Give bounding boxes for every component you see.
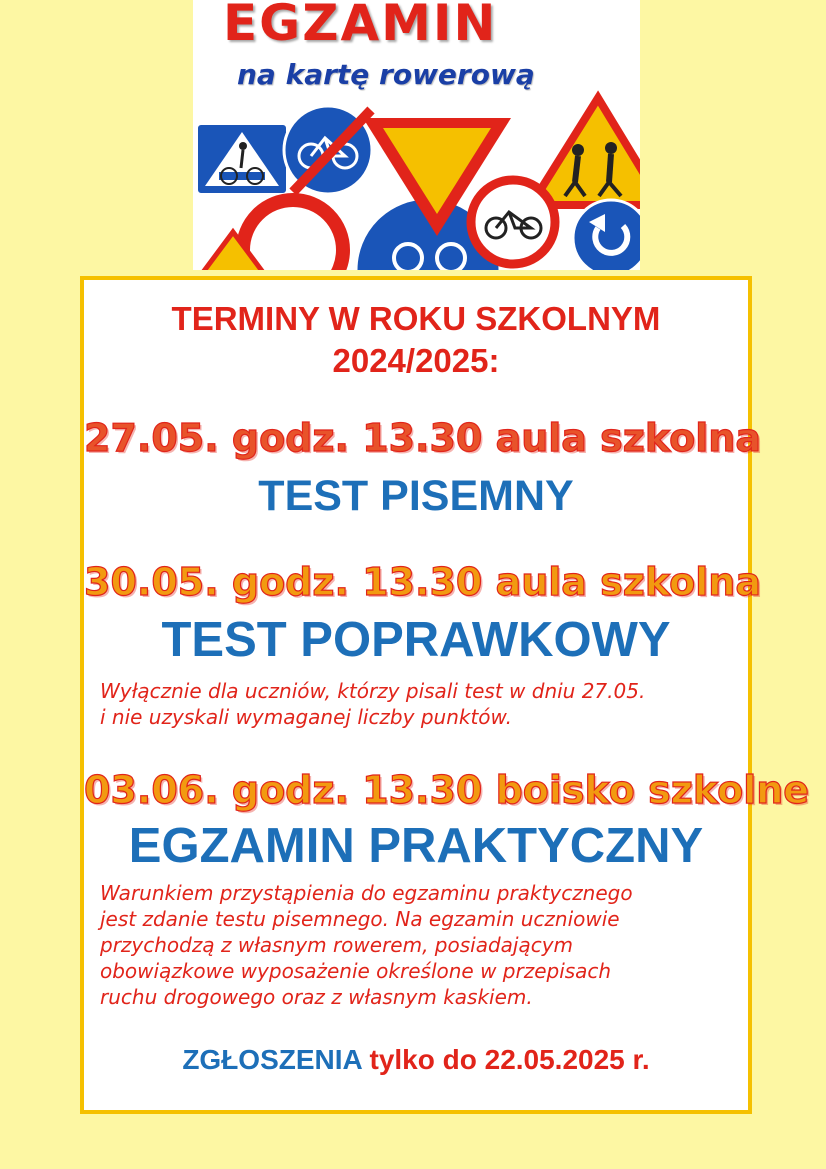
session-3-note: [100, 880, 738, 1010]
children-warning-sign-icon: [531, 98, 640, 205]
session-3-note-line-4: obowiązkowe wyposażenie określone w przepisach: [100, 959, 612, 983]
schedule-heading: [84, 298, 748, 382]
session-2-date: 30.05. godz. 13.30 aula szkolna: [84, 560, 761, 604]
pedestrian-crossing-sign-icon: [197, 124, 287, 194]
prohibition-sign-icon: [243, 200, 343, 270]
session-2-note-line-1: Wyłącznie dla uczniów, którzy pisali test w dniu 27.05.: [100, 679, 646, 703]
session-2-note-line-2: i nie uzyskali wymaganej liczby punktów.: [100, 705, 512, 729]
session-3-note-line-3: przychodzą z własnym rowerem, posiadającym: [100, 933, 574, 957]
session-3-date: 03.06. godz. 13.30 boisko szkolne: [84, 768, 810, 812]
exam-title: EGZAMIN: [223, 0, 498, 52]
session-2-note: [100, 678, 738, 730]
session-1-date: 27.05. godz. 13.30 aula szkolna: [84, 416, 761, 460]
bicycle-sign-icon: [471, 180, 555, 264]
heading-line-2: 2024/2025:: [332, 342, 500, 379]
session-3-note-line-2: jest zdanie testu pisemnego. Na egzamin uczniowie: [100, 907, 620, 931]
no-bicycles-sign-icon: [284, 106, 372, 194]
header-banner: [193, 0, 640, 270]
roundabout-sign-icon: [573, 200, 640, 270]
session-3-name: EGZAMIN PRAKTYCZNY: [128, 819, 704, 873]
session-3-note-line-1: Warunkiem przystąpienia do egzaminu praktycznego: [100, 881, 633, 905]
registration-deadline: [84, 1044, 748, 1076]
session-2-name: TEST POPRAWKOWY: [161, 613, 671, 667]
session-3-note-line-5: ruchu drogowego oraz z własnym kaskiem.: [100, 985, 533, 1009]
schedule-panel: [80, 276, 810, 1114]
heading-line-1: TERMINY W ROKU SZKOLNYM: [171, 300, 661, 337]
exam-subtitle: na kartę rowerową: [237, 58, 535, 91]
registration-label: ZGŁOSZENIA: [182, 1044, 362, 1075]
session-1-name: TEST PISEMNY: [258, 472, 574, 520]
registration-date: tylko do 22.05.2025 r.: [369, 1044, 650, 1075]
